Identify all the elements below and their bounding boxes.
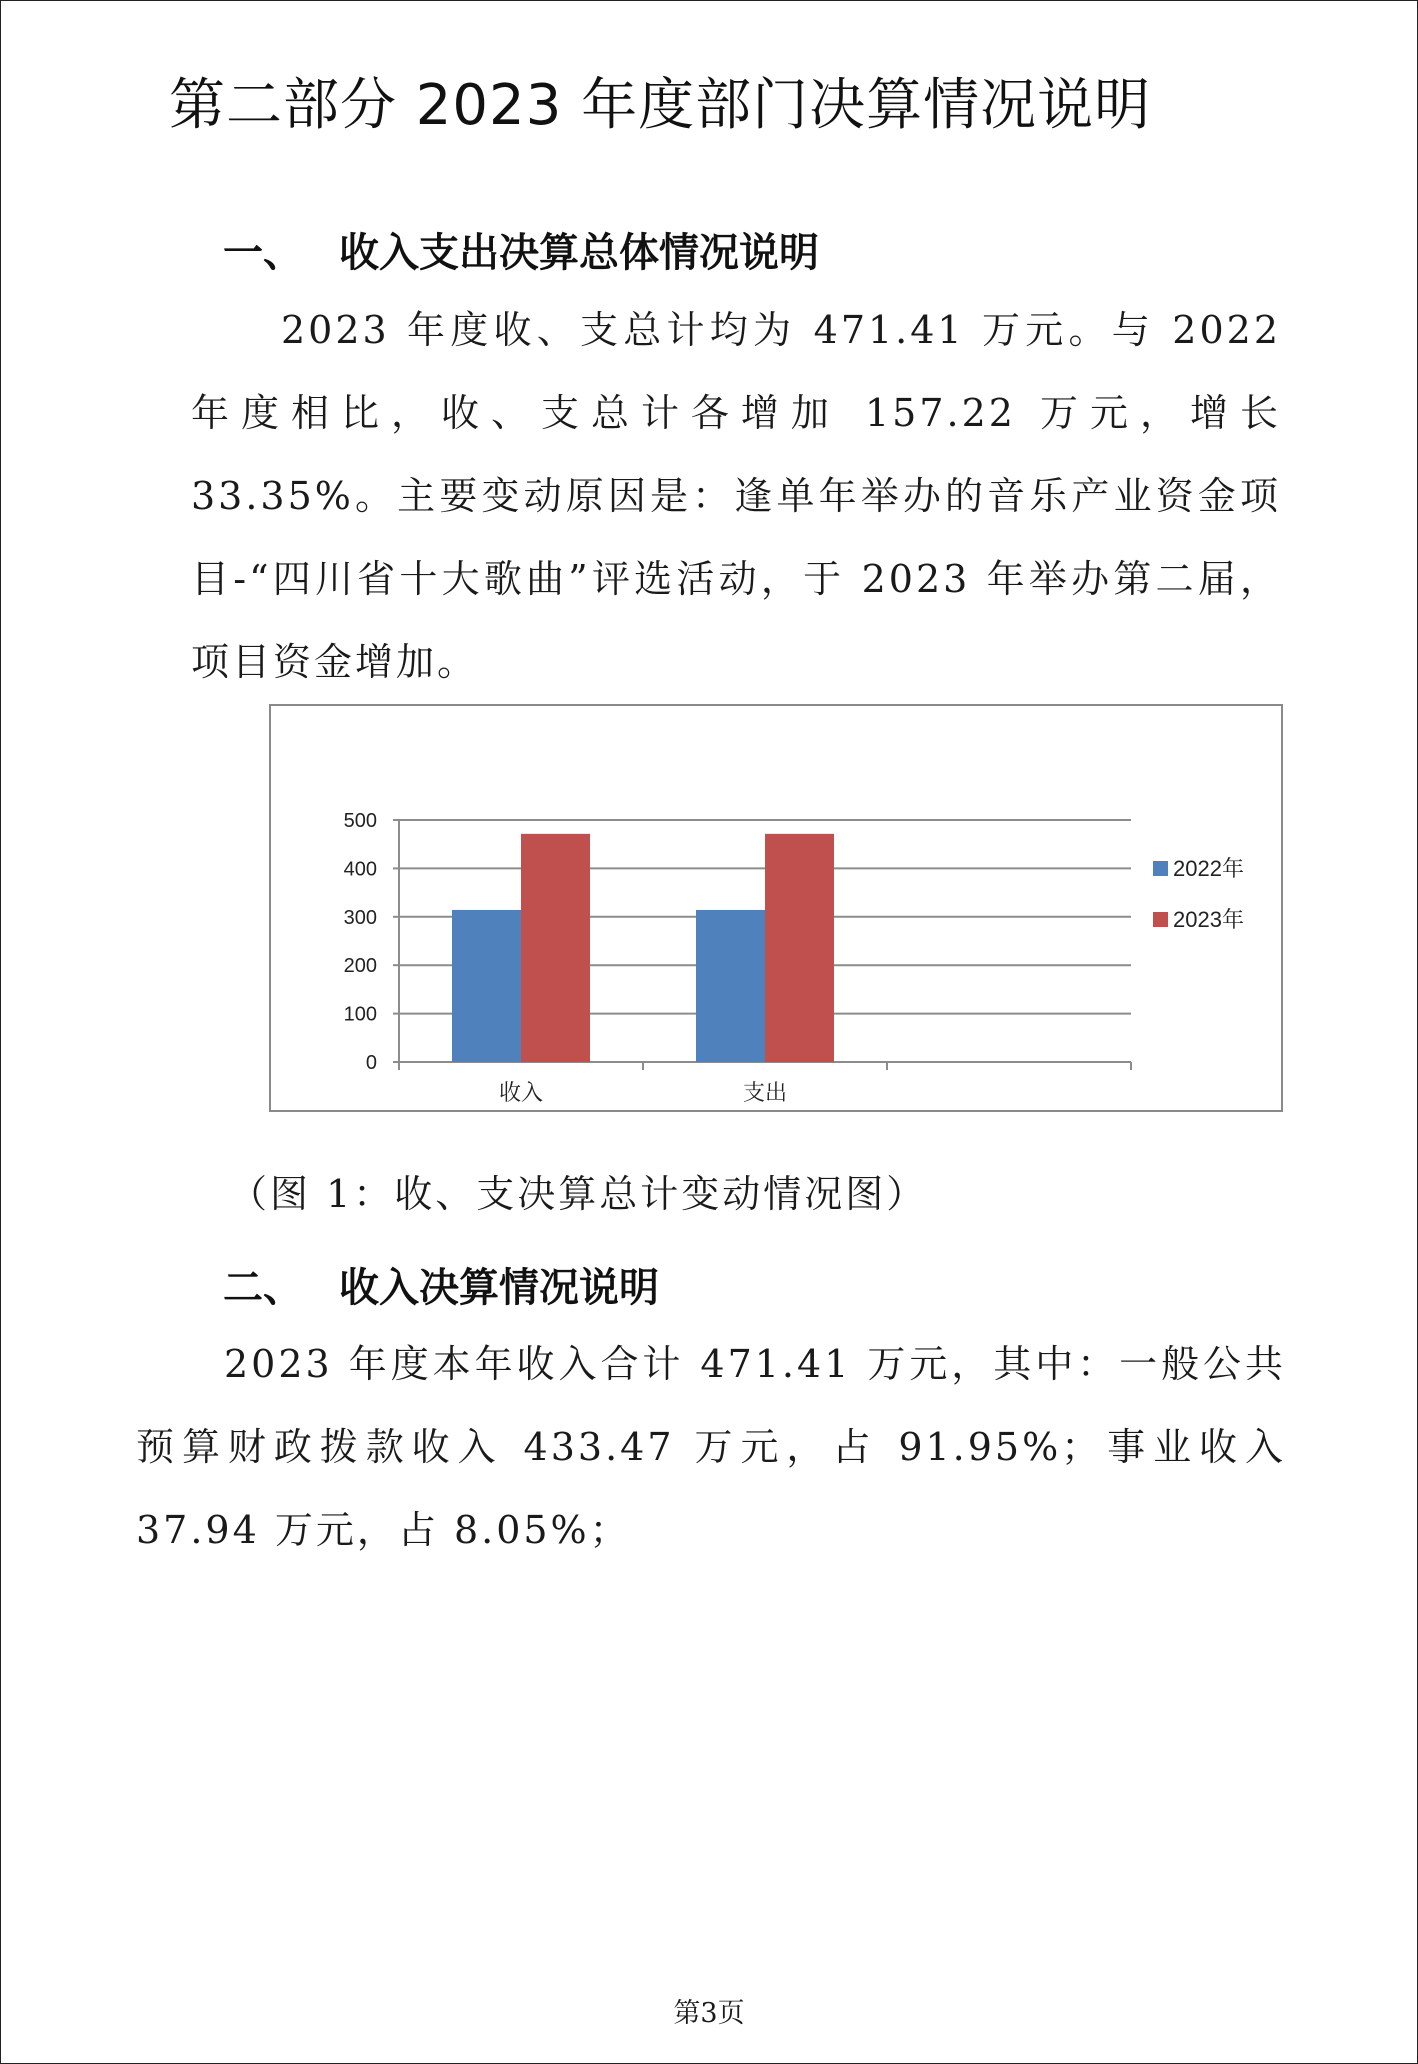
section2-heading-text: 收入决算情况说明 <box>339 1265 659 1311</box>
y-tick-label: 100 <box>343 1003 377 1026</box>
y-tick-label: 0 <box>365 1052 377 1074</box>
legend-label: 2022年 <box>1173 856 1244 881</box>
legend-swatch <box>1153 861 1168 876</box>
y-tick-label: 500 <box>343 810 377 832</box>
bar-chart <box>269 704 1283 1112</box>
x-category-label: 收入 <box>498 1080 544 1105</box>
bar-2022-0 <box>452 910 521 1062</box>
figure-caption: （图 1：收、支决算总计变动情况图） <box>229 1172 928 1216</box>
section1-number: 一、 <box>223 230 303 276</box>
y-tick-label: 200 <box>343 955 377 978</box>
section1-heading <box>223 221 819 278</box>
y-tick-label: 300 <box>343 906 377 929</box>
legend-swatch <box>1153 912 1168 927</box>
legend-label: 2023年 <box>1173 907 1244 932</box>
section2-number: 二、 <box>223 1265 303 1311</box>
page-title: 第二部分 2023 年度部门决算情况说明 <box>169 73 1152 138</box>
section1-paragraph: 2023 年度收、支总计均为 471.41 万元。与 2022 年度相比，收、支总计各增加 157.22 万元，增长 33.35%。主要变动原因是：逢单年举办的音乐产业资金项目-“四川省十大歌曲”评选活动，于 2023 年举办第二届，项目资金增加。 <box>191 308 1281 684</box>
bar-2022-1 <box>696 910 765 1062</box>
section2-heading <box>223 1256 659 1313</box>
section2-paragraph: 2023 年度本年收入合计 471.41 万元，其中：一般公共预算财政拨款收入 433.47 万元，占 91.95%；事业收入 37.94 万元，占 8.05%； <box>136 1342 1286 1552</box>
bar-chart-svg <box>271 706 1281 1110</box>
bar-2023-0 <box>521 834 590 1062</box>
page-number: 第3页 <box>673 1998 745 2029</box>
section1-heading-text: 收入支出决算总体情况说明 <box>339 230 819 276</box>
y-tick-label: 400 <box>343 858 377 881</box>
x-category-label: 支出 <box>742 1080 788 1105</box>
bar-2023-1 <box>765 834 834 1062</box>
